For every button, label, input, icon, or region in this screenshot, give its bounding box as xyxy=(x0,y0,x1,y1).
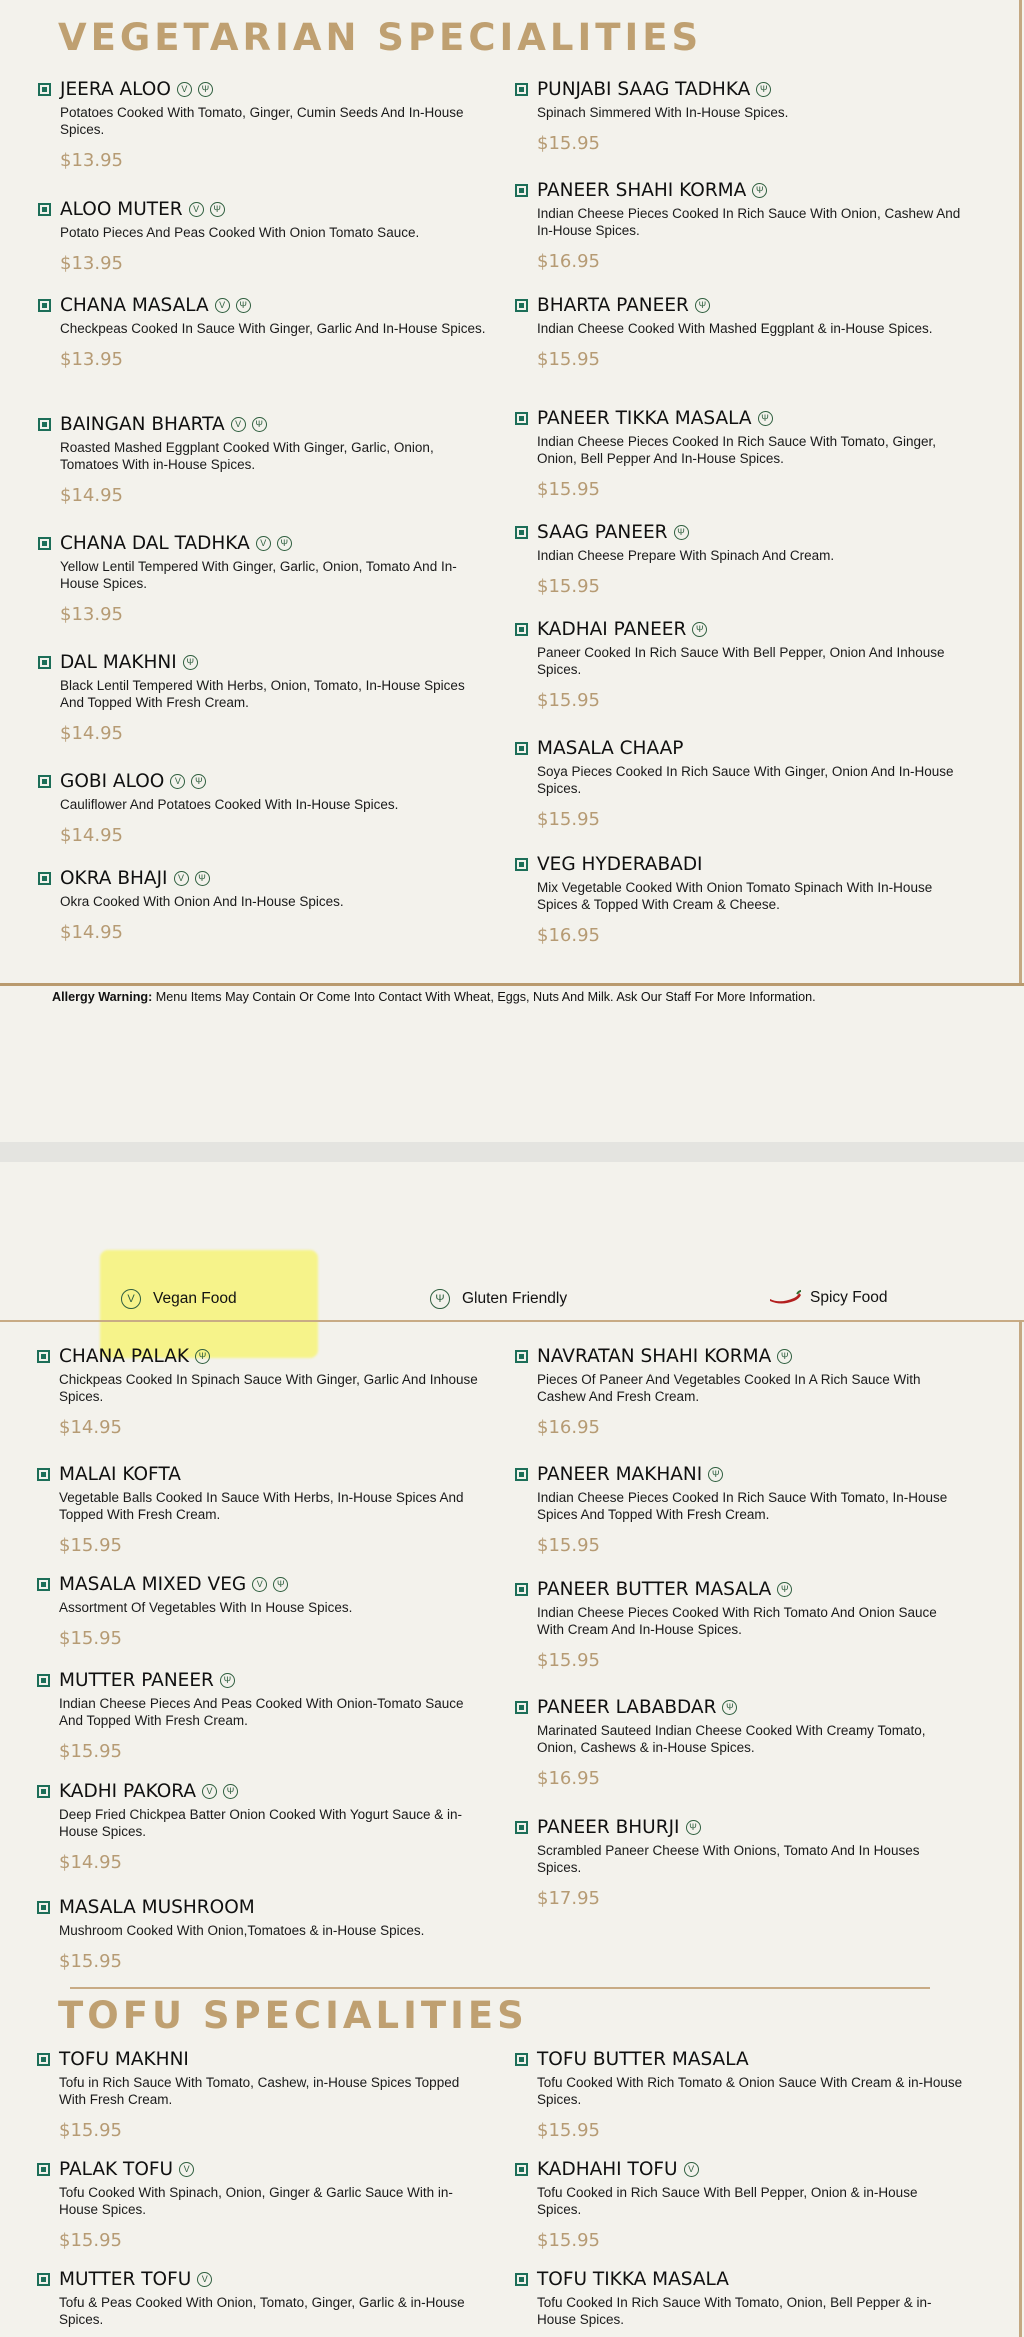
menu-item xyxy=(515,178,965,272)
item-description: Potato Pieces And Peas Cooked With Onion Tomato Sauce. xyxy=(60,225,420,240)
gluten-friendly-wheat-icon: Ψ xyxy=(686,1820,701,1835)
item-description: Indian Cheese Pieces Cooked In Rich Sauce With Tomato, In-House Spices And Topped With Fresh Cream. xyxy=(537,1490,948,1522)
gluten-friendly-wheat-icon: Ψ xyxy=(430,1289,450,1309)
item-price: $15.95 xyxy=(537,1535,600,1556)
item-header xyxy=(515,293,965,317)
item-bullet-icon xyxy=(37,2163,50,2176)
menu-item xyxy=(515,2157,965,2251)
item-name: PANEER BHURJI xyxy=(537,1816,680,1838)
item-price: $15.95 xyxy=(537,576,600,597)
item-name: CHANA PALAK xyxy=(59,1345,190,1367)
item-description: Indian Cheese Pieces Cooked In Rich Sauce With Tomato, Ginger, Onion, Bell Pepper And In-House Spices. xyxy=(537,434,936,466)
item-bullet-icon xyxy=(515,742,528,755)
item-bullet-icon xyxy=(38,418,51,431)
item-header xyxy=(515,1344,965,1368)
item-bullet-icon xyxy=(515,623,528,636)
item-price: $16.95 xyxy=(537,1768,600,1789)
item-description: Potatoes Cooked With Tomato, Ginger, Cumin Seeds And In-House Spices. xyxy=(60,105,464,137)
item-price: $15.95 xyxy=(59,1535,122,1556)
item-name: MUTTER TOFU xyxy=(59,2268,192,2290)
item-price: $14.95 xyxy=(59,1852,122,1873)
item-price: $16.95 xyxy=(537,251,600,272)
item-bullet-icon xyxy=(515,2163,528,2176)
gluten-friendly-wheat-icon: Ψ xyxy=(722,1700,737,1715)
item-description: Tofu Cooked in Rich Sauce With Bell Pepper, Onion & in-House Spices. xyxy=(537,2185,918,2217)
item-price: $14.95 xyxy=(60,825,123,846)
item-name: MASALA MUSHROOM xyxy=(59,1896,255,1918)
menu-item xyxy=(37,1895,487,1972)
item-header xyxy=(38,77,488,101)
item-header xyxy=(37,1895,487,1919)
vegan-leaf-icon: V xyxy=(121,1289,141,1309)
menu-item xyxy=(37,1779,487,1873)
vegan-leaf-icon: V xyxy=(202,1784,217,1799)
item-description: Chickpeas Cooked In Spinach Sauce With Ginger, Garlic And Inhouse Spices. xyxy=(59,1372,478,1404)
item-bullet-icon xyxy=(37,1901,50,1914)
item-description: Checkpeas Cooked In Sauce With Ginger, Garlic And In-House Spices. xyxy=(60,321,486,336)
item-header xyxy=(37,1344,487,1368)
item-description: Tofu Cooked With Rich Tomato & Onion Sauce With Cream & in-House Spices. xyxy=(537,2075,963,2107)
item-header xyxy=(38,531,488,555)
item-name: MASALA MIXED VEG xyxy=(59,1573,247,1595)
item-name: MALAI KOFTA xyxy=(59,1463,181,1485)
vegan-leaf-icon: V xyxy=(252,1577,267,1592)
item-bullet-icon xyxy=(515,83,528,96)
item-price: $14.95 xyxy=(60,922,123,943)
vegan-leaf-icon: V xyxy=(231,417,246,432)
item-bullet-icon xyxy=(515,1701,528,1714)
item-bullet-icon xyxy=(515,2273,528,2286)
item-header xyxy=(37,2047,487,2071)
item-description: Indian Cheese Pieces Cooked In Rich Sauce With Onion, Cashew And In-House Spices. xyxy=(537,206,961,238)
menu-item xyxy=(515,77,965,154)
legend-gluten xyxy=(430,1289,567,1309)
item-price: $13.95 xyxy=(60,349,123,370)
item-header xyxy=(37,1779,487,1803)
item-description: Okra Cooked With Onion And In-House Spices. xyxy=(60,894,344,909)
item-description: Roasted Mashed Eggplant Cooked With Ginger, Garlic, Onion, Tomatoes With in-House Spices. xyxy=(60,440,434,472)
gluten-friendly-wheat-icon: Ψ xyxy=(220,1673,235,1688)
item-bullet-icon xyxy=(515,1821,528,1834)
menu-item xyxy=(38,412,488,506)
menu-item xyxy=(38,866,488,943)
item-header xyxy=(515,178,965,202)
section-divider xyxy=(0,983,1024,986)
vegan-leaf-icon: V xyxy=(174,871,189,886)
item-header xyxy=(515,736,965,760)
legend-spicy xyxy=(768,1289,888,1307)
vegan-leaf-icon: V xyxy=(256,536,271,551)
item-name: TOFU MAKHNI xyxy=(59,2048,189,2070)
item-bullet-icon xyxy=(515,1468,528,1481)
item-bullet-icon xyxy=(38,656,51,669)
menu-item xyxy=(37,2267,487,2328)
item-name: DAL MAKHNI xyxy=(60,651,177,673)
item-header xyxy=(515,77,965,101)
item-bullet-icon xyxy=(37,1674,50,1687)
item-description: Tofu & Peas Cooked With Onion, Tomato, Ginger, Garlic & in-House Spices. xyxy=(59,2295,465,2327)
item-name: JEERA ALOO xyxy=(60,78,171,100)
item-price: $15.95 xyxy=(537,2120,600,2141)
allergy-text: Menu Items May Contain Or Come Into Contact With Wheat, Eggs, Nuts And Milk. Ask Our Staff For More Information. xyxy=(152,990,816,1004)
item-name: TOFU TIKKA MASALA xyxy=(537,2268,729,2290)
gluten-friendly-wheat-icon: Ψ xyxy=(223,1784,238,1799)
item-bullet-icon xyxy=(38,537,51,550)
item-bullet-icon xyxy=(515,2053,528,2066)
page-border-right xyxy=(1019,0,1022,985)
menu-item xyxy=(37,1668,487,1762)
item-header xyxy=(515,1695,965,1719)
item-description: Deep Fried Chickpea Batter Onion Cooked With Yogurt Sauce & in-House Spices. xyxy=(59,1807,462,1839)
item-description: Indian Cheese Pieces And Peas Cooked With Onion-Tomato Sauce And Topped With Fresh Cream. xyxy=(59,1696,464,1728)
menu-item xyxy=(38,77,488,171)
item-name: MASALA CHAAP xyxy=(537,737,684,759)
item-header xyxy=(38,650,488,674)
item-bullet-icon xyxy=(37,2053,50,2066)
item-header xyxy=(515,2267,965,2291)
item-price: $16.95 xyxy=(537,1417,600,1438)
menu-item xyxy=(38,650,488,744)
vegan-leaf-icon: V xyxy=(179,2162,194,2177)
page-gap xyxy=(0,1142,1024,1162)
item-price: $14.95 xyxy=(60,723,123,744)
item-bullet-icon xyxy=(515,1583,528,1596)
gluten-friendly-wheat-icon: Ψ xyxy=(195,871,210,886)
item-price: $13.95 xyxy=(60,150,123,171)
item-description: Soya Pieces Cooked In Rich Sauce With Ginger, Onion And In-House Spices. xyxy=(537,764,954,796)
item-price: $14.95 xyxy=(60,485,123,506)
menu-item xyxy=(515,1815,965,1909)
item-header xyxy=(515,520,965,544)
item-header xyxy=(515,1577,965,1601)
gluten-friendly-wheat-icon: Ψ xyxy=(183,655,198,670)
item-description: Indian Cheese Cooked With Mashed Eggplant & in-House Spices. xyxy=(537,321,933,336)
tofu-divider xyxy=(70,1987,930,1989)
item-name: BHARTA PANEER xyxy=(537,294,689,316)
item-description: Mushroom Cooked With Onion,Tomatoes & in-House Spices. xyxy=(59,1923,425,1938)
menu-item xyxy=(515,406,965,500)
menu-item xyxy=(37,1344,487,1438)
vegan-leaf-icon: V xyxy=(684,2162,699,2177)
item-bullet-icon xyxy=(37,1468,50,1481)
item-description: Cauliflower And Potatoes Cooked With In-House Spices. xyxy=(60,797,399,812)
item-name: KADHAI PANEER xyxy=(537,618,687,640)
menu-item xyxy=(515,1462,965,1556)
menu-item xyxy=(37,1572,487,1649)
gluten-friendly-wheat-icon: Ψ xyxy=(273,1577,288,1592)
item-price: $15.95 xyxy=(537,349,600,370)
item-name: SAAG PANEER xyxy=(537,521,668,543)
item-header xyxy=(515,1462,965,1486)
gluten-friendly-wheat-icon: Ψ xyxy=(236,298,251,313)
item-bullet-icon xyxy=(515,299,528,312)
item-header xyxy=(515,1815,965,1839)
item-price: $15.95 xyxy=(537,690,600,711)
item-description: Paneer Cooked In Rich Sauce With Bell Pepper, Onion And Inhouse Spices. xyxy=(537,645,945,677)
item-description: Spinach Simmered With In-House Spices. xyxy=(537,105,789,120)
allergy-warning xyxy=(52,990,816,1004)
item-name: KADHAHI TOFU xyxy=(537,2158,678,2180)
item-price: $16.95 xyxy=(537,925,600,946)
item-name: PANEER LABABDAR xyxy=(537,1696,717,1718)
legend-gluten-label: Gluten Friendly xyxy=(462,1290,568,1307)
item-bullet-icon xyxy=(38,83,51,96)
item-header xyxy=(37,2157,487,2181)
item-name: BAINGAN BHARTA xyxy=(60,413,225,435)
legend-vegan-label: Vegan Food xyxy=(153,1290,237,1307)
menu-item xyxy=(515,293,965,370)
item-header xyxy=(515,2047,965,2071)
item-price: $15.95 xyxy=(537,2230,600,2251)
item-name: TOFU BUTTER MASALA xyxy=(537,2048,749,2070)
gluten-friendly-wheat-icon: Ψ xyxy=(758,411,773,426)
gluten-friendly-wheat-icon: Ψ xyxy=(692,622,707,637)
menu-item xyxy=(515,852,965,946)
item-name: CHANA DAL TADHKA xyxy=(60,532,250,554)
item-price: $15.95 xyxy=(59,2230,122,2251)
gluten-friendly-wheat-icon: Ψ xyxy=(752,183,767,198)
allergy-label: Allergy Warning: xyxy=(52,990,153,1004)
gluten-friendly-wheat-icon: Ψ xyxy=(277,536,292,551)
item-description: Tofu Cooked In Rich Sauce With Tomato, Onion, Bell Pepper & in-House Spices. xyxy=(537,2295,932,2327)
item-name: PALAK TOFU xyxy=(59,2158,174,2180)
item-price: $13.95 xyxy=(60,253,123,274)
item-bullet-icon xyxy=(515,526,528,539)
menu-item xyxy=(515,1695,965,1789)
item-name: GOBI ALOO xyxy=(60,770,165,792)
tofu-section-title: TOFU SPECIALITIES xyxy=(58,1994,528,2037)
item-header xyxy=(515,406,965,430)
item-header xyxy=(38,866,488,890)
item-name: ALOO MUTER xyxy=(60,198,183,220)
menu-item xyxy=(515,736,965,830)
item-bullet-icon xyxy=(515,858,528,871)
menu-item xyxy=(38,531,488,625)
chili-pepper-icon xyxy=(768,1290,802,1306)
item-description: Marinated Sauteed Indian Cheese Cooked With Creamy Tomato, Onion, Cashews & in-House Spices. xyxy=(537,1723,926,1755)
menu-item xyxy=(515,617,965,711)
gluten-friendly-wheat-icon: Ψ xyxy=(674,525,689,540)
item-bullet-icon xyxy=(515,412,528,425)
item-header xyxy=(515,2157,965,2181)
gluten-friendly-wheat-icon: Ψ xyxy=(210,202,225,217)
item-description: Indian Cheese Pieces Cooked With Rich Tomato And Onion Sauce With Cream And In-House Spices. xyxy=(537,1605,937,1637)
item-header xyxy=(37,2267,487,2291)
vegan-leaf-icon: V xyxy=(215,298,230,313)
item-header xyxy=(37,1668,487,1692)
item-bullet-icon xyxy=(515,1350,528,1363)
item-description: Yellow Lentil Tempered With Ginger, Garlic, Onion, Tomato And In-House Spices. xyxy=(60,559,457,591)
item-header xyxy=(515,852,965,876)
item-description: Scrambled Paneer Cheese With Onions, Tomato And In Houses Spices. xyxy=(537,1843,920,1875)
gluten-friendly-wheat-icon: Ψ xyxy=(777,1349,792,1364)
menu-item xyxy=(37,2157,487,2251)
menu-item xyxy=(37,2047,487,2141)
item-name: OKRA BHAJI xyxy=(60,867,168,889)
menu-item xyxy=(515,2047,965,2141)
item-price: $15.95 xyxy=(537,1650,600,1671)
item-header xyxy=(37,1462,487,1486)
menu-item xyxy=(38,293,488,370)
item-header xyxy=(515,617,965,641)
vegan-leaf-icon: V xyxy=(170,774,185,789)
item-description: Indian Cheese Prepare With Spinach And Cream. xyxy=(537,548,835,563)
item-name: PANEER TIKKA MASALA xyxy=(537,407,752,429)
item-description: Pieces Of Paneer And Vegetables Cooked In A Rich Sauce With Cashew And Fresh Cream. xyxy=(537,1372,921,1404)
legend-divider xyxy=(0,1320,1024,1322)
legend-vegan xyxy=(121,1289,237,1309)
menu-item xyxy=(38,197,488,274)
item-name: MUTTER PANEER xyxy=(59,1669,214,1691)
item-bullet-icon xyxy=(38,872,51,885)
item-name: PANEER SHAHI KORMA xyxy=(537,179,747,201)
item-name: KADHI PAKORA xyxy=(59,1780,197,1802)
item-description: Mix Vegetable Cooked With Onion Tomato Spinach With In-House Spices & Topped With Cream & Cheese. xyxy=(537,880,933,912)
item-bullet-icon xyxy=(38,775,51,788)
gluten-friendly-wheat-icon: Ψ xyxy=(191,774,206,789)
menu-item xyxy=(515,2267,965,2328)
item-price: $15.95 xyxy=(537,809,600,830)
item-header xyxy=(37,1572,487,1596)
item-description: Vegetable Balls Cooked In Sauce With Herbs, In-House Spices And Topped With Fresh Cream. xyxy=(59,1490,464,1522)
item-price: $15.95 xyxy=(59,1628,122,1649)
menu-item xyxy=(37,1462,487,1556)
item-bullet-icon xyxy=(38,203,51,216)
menu-item xyxy=(38,769,488,846)
item-name: NAVRATAN SHAHI KORMA xyxy=(537,1345,772,1367)
item-price: $15.95 xyxy=(537,479,600,500)
item-price: $15.95 xyxy=(59,1951,122,1972)
menu-item xyxy=(515,1344,965,1438)
item-price: $17.95 xyxy=(537,1888,600,1909)
item-bullet-icon xyxy=(515,184,528,197)
item-name: PANEER MAKHANI xyxy=(537,1463,703,1485)
item-name: CHANA MASALA xyxy=(60,294,209,316)
vegan-leaf-icon: V xyxy=(197,2272,212,2287)
gluten-friendly-wheat-icon: Ψ xyxy=(695,298,710,313)
item-header xyxy=(38,769,488,793)
item-name: PANEER BUTTER MASALA xyxy=(537,1578,772,1600)
gluten-friendly-wheat-icon: Ψ xyxy=(198,82,213,97)
item-bullet-icon xyxy=(38,299,51,312)
item-bullet-icon xyxy=(37,1785,50,1798)
item-description: Assortment Of Vegetables With In House Spices. xyxy=(59,1600,353,1615)
item-name: VEG HYDERABADI xyxy=(537,853,703,875)
item-header xyxy=(38,412,488,436)
item-price: $15.95 xyxy=(59,2120,122,2141)
gluten-friendly-wheat-icon: Ψ xyxy=(195,1349,210,1364)
gluten-friendly-wheat-icon: Ψ xyxy=(252,417,267,432)
item-description: Black Lentil Tempered With Herbs, Onion, Tomato, In-House Spices And Topped With Fresh Cream. xyxy=(60,678,465,710)
gluten-friendly-wheat-icon: Ψ xyxy=(708,1467,723,1482)
gluten-friendly-wheat-icon: Ψ xyxy=(756,82,771,97)
gluten-friendly-wheat-icon: Ψ xyxy=(777,1582,792,1597)
item-header xyxy=(38,293,488,317)
item-bullet-icon xyxy=(37,2273,50,2286)
vegan-leaf-icon: V xyxy=(189,202,204,217)
page-border-right-2 xyxy=(1019,1320,1022,2337)
vegetarian-section-title: VEGETARIAN SPECIALITIES xyxy=(58,16,703,59)
item-bullet-icon xyxy=(37,1350,50,1363)
item-price: $15.95 xyxy=(537,133,600,154)
item-description: Tofu in Rich Sauce With Tomato, Cashew, in-House Spices Topped With Fresh Cream. xyxy=(59,2075,460,2107)
legend-spicy-label: Spicy Food xyxy=(810,1289,888,1306)
item-price: $14.95 xyxy=(59,1417,122,1438)
item-header xyxy=(38,197,488,221)
menu-item xyxy=(515,520,965,597)
item-description: Tofu Cooked With Spinach, Onion, Ginger & Garlic Sauce With in-House Spices. xyxy=(59,2185,453,2217)
vegan-leaf-icon: V xyxy=(177,82,192,97)
item-bullet-icon xyxy=(37,1578,50,1591)
menu-item xyxy=(515,1577,965,1671)
item-name: PUNJABI SAAG TADHKA xyxy=(537,78,751,100)
item-price: $13.95 xyxy=(60,604,123,625)
item-price: $15.95 xyxy=(59,1741,122,1762)
